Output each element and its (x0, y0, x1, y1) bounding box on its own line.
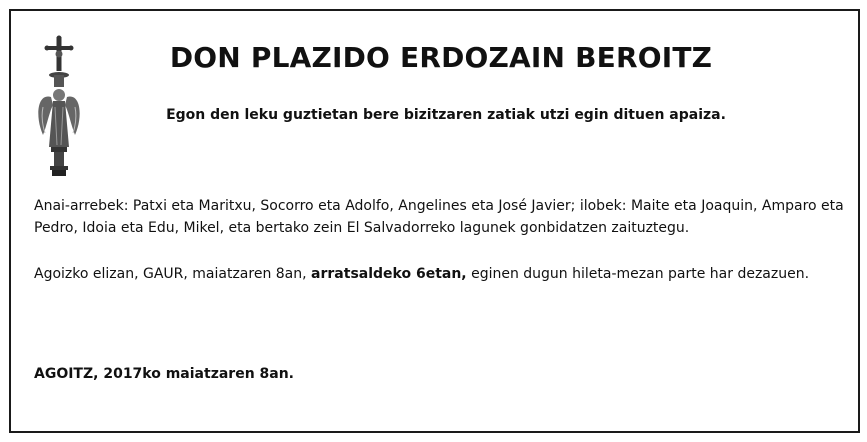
family-paragraph: Anai-arrebek: Patxi eta Maritxu, Socorro eta Adolfo, Angelines eta José Javier; ilobek: Maite eta Joaquin, Amparo eta Pedro, Idoia eta Edu, Mikel, eta bertako zein El Salvadorreko lagunek gonbidatzen zaituztegu. (34, 198, 844, 236)
page-title: DON PLAZIDO ERDOZAIN BEROITZ (169, 41, 713, 74)
service-text-before: Agoizko elizan, GAUR, maiatzaren 8an, (34, 266, 312, 282)
obituary-frame (9, 9, 860, 433)
service-time: arratsaldeko 6etan, (311, 266, 467, 282)
service-text-after: eginen dugun hileta-mezan parte har dezazuen. (466, 266, 810, 282)
service-paragraph (34, 263, 844, 285)
subtitle: Egon den leku guztietan bere bizitzaren zatiak utzi egin dituen apaiza. (166, 107, 726, 123)
cross-with-angel-icon (33, 35, 85, 179)
signature-line: AGOITZ, 2017ko maiatzaren 8an. (34, 366, 295, 382)
